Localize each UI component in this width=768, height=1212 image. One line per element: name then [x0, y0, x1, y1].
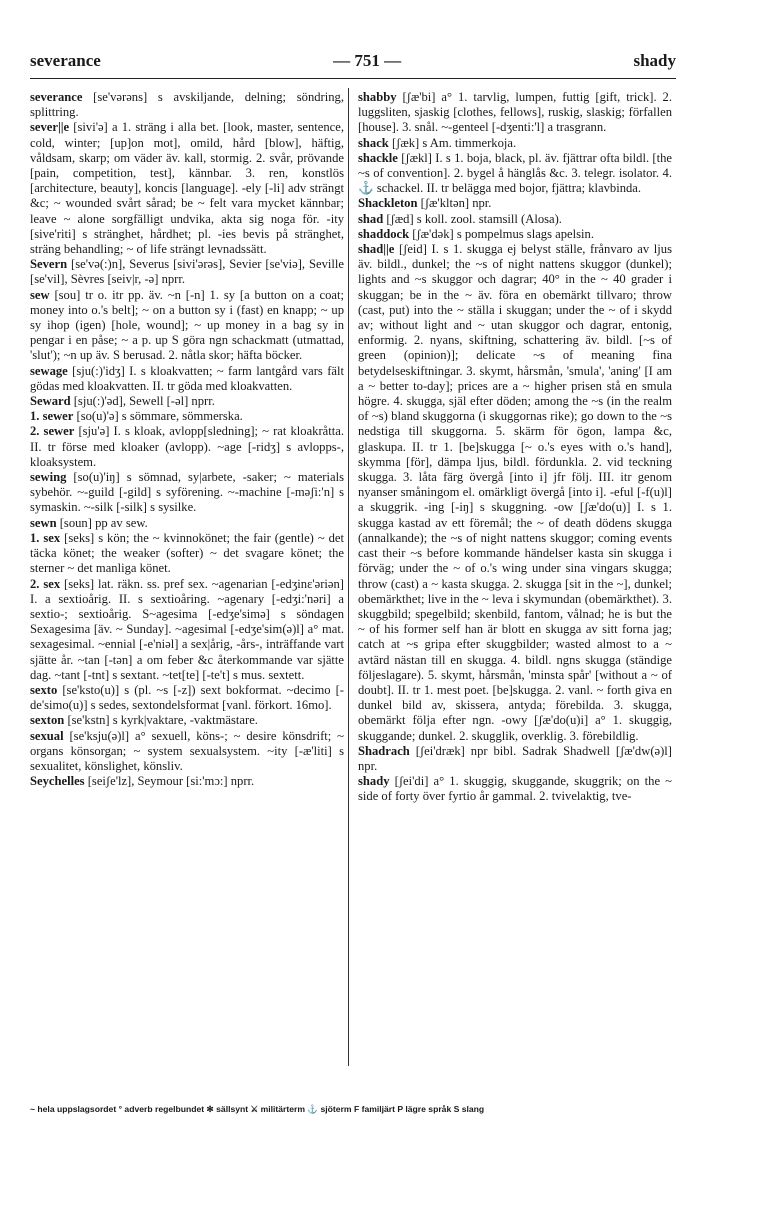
headword: sever||e — [30, 120, 70, 135]
headword: sexto — [30, 682, 58, 697]
headword: shackle — [358, 150, 398, 165]
entry-shade: shad||e [ʃeid] I. s 1. skugga ej belyst ställe, frånvaro av ljus äv. bildl., dunkel; the ~s of night nattens skuggor (dunkel); lights and ~s skuggor och dagrar; 40° in the ~ 40 grader i skuggan; be in the ~ äv. föra en obemärkt tillvaro; throw (cast, put) into the ~ ställa i skuggan; under the ~ of i skydd av; without light and ~ utan skuggor och dagrar, entonig, enformig. 2. nyans, skiftning, schattering äv. bildl. [~s of green (opinion)]; delicate ~s of meaning fina betydelseskiftningar. 3. skymt, hårsmån, 'smula', 'aning' [I am a ~ better to-day]; prices are a ~ higher prisen stå en smula högre. 4. skugga, själ efter döden; among the ~s (in the realm of ~s) bland skuggorna (i skuggornas rike); go down to the ~s nedstiga till skuggorna. 5. skärm för ögon, lampa &c, glaskupa. II. tr 1. [be]skugga [~ o.'s eyes with o.'s hand], skymma [för], dämpa ljus, bildl. fördunkla. 2. vid teckning skugga. 3. låta färg övergå [into i] jfr följ. III. itr genom nyanser småningom el. omärkligt övergå [into i]. -eful [-f(u)l] a skuggrik. -ing [-iŋ] s skuggning. -ow [ʃæ'do(u)] I. s 1. skugga kastad av ett föremål; the ~ of death dödens skugga (annalkande); the ~s of night nattens skuggor; coming events cast their ~s before kommande händelser kasta sin skugga i förväg; under the ~ of o.'s wing under sina vingars skugga; throw (cast) a ~ kasta skugga. 2. skugga [sit in the ~], dunkel; obemärkthet; live in the ~ leva i skymundan (obemärkthet). 3. skuggbild; spegelbild; skenbild, fantom, vålnad; he is but the ~ of his former self han är blott en skugga av sitt forna jag; catch at ~s gripa efter skuggbilder; wasted almost to a ~ avtärd nästan till en skugga. 4. bildl. ngns skugga (ständige följeslagare). 5. skymt, hårsmån, 'minsta spår' [without a ~ of doubt]. II. tr 1. mest poet. [be]skugga. 2. vanl. ~ forth giva en dunkel bild av, skissera, antyda; förebilda. 3. skugga, obemärkt följa efter ngn. -owy [ʃæ'do(u)i] a° 1. skuggig, skuggande; dunkel. 2. skugglik, overklig. 3. förebildlig. — [358, 242, 672, 743]
entry-sewer-2: 2. sewer [sju'ə] I. s kloak, avlopp[sledning]; ~ rat kloakråtta. II. tr förse med kloaker (avlopp). ~age [-ridʒ] s avlopps-, kloaksystem. — [30, 424, 344, 469]
headword: sexual — [30, 728, 64, 743]
headword: sewn — [30, 515, 57, 530]
headword: shaddock — [358, 226, 410, 241]
entry-sewage: sewage [sju(:)'idʒ] I. s kloakvatten; ~ farm lantgård vars fält gödas med kloakvatten. II. tr göda med kloakvatten. — [30, 363, 344, 393]
headword: 2. sewer — [30, 424, 75, 439]
entry-severance: severance [se'vərəns] s avskiljande, delning; söndring, splittring. — [30, 90, 344, 120]
entry-sexto: sexto [se'ksto(u)] s (pl. ~s [-z]) sext bokformat. ~decimo [-de'simo(u)] s sedes, sextondelsformat [vanl. förkort. 16mo]. — [30, 682, 344, 713]
headword: sew — [30, 287, 50, 302]
headword: 2. sex — [30, 576, 61, 591]
headword: shad — [358, 211, 384, 226]
entry-sex-1: 1. sex [seks] s kön; the ~ kvinnokönet; the fair (gentle) ~ det täcka könet; the weaker (softer) ~ det svagare könet; the sterner ~ det manliga könet. — [30, 530, 344, 576]
headword: 1. sex — [30, 530, 61, 545]
left-column — [30, 90, 344, 789]
headword: sexton — [30, 713, 65, 728]
entry-sewing: sewing [so(u)'iŋ] s sömnad, sy|arbete, -saker; ~ materials sybehör. ~-guild [-gild] s syförening. ~-machine [-məʃi:'n] s symaskin. ~-silk [-silk] s sysilke. — [30, 470, 344, 515]
headword: Seward — [30, 394, 71, 409]
entry-shack: shack [ʃæk] s Am. timmerkoja. — [358, 135, 517, 150]
column-divider — [348, 88, 349, 1066]
abbreviation-legend: ~ hela uppslagsordet ° adverb regelbundet ✻ sällsynt ⚔ militärterm ⚓ sjöterm F familjärt P lägre språk S slang — [30, 1104, 485, 1114]
entry-sexton: sexton [se'kstn] s kyrk|vaktare, -vaktmästare. — [30, 713, 258, 728]
entry-shad: shad [ʃæd] s koll. zool. stamsill (Alosa). — [358, 211, 562, 226]
entry-severn: Severn [se'və(:)n], Severus [sivi'ərəs], Sevier [se'viə], Seville [se'vil], Sèvres [seiv|r, -ə] nprr. — [30, 257, 344, 287]
entry-sew: sew [sou] tr o. itr pp. äv. ~n [-n] 1. sy [a button on a coat; money into o.'s belt]; ~ on a button sy i (fast) en knapp; ~ up sy ihop (igen) [hole, wound]; ~ up money in a bag sy in pengar i en påse; ~ a p. up S göra ngn schackmatt (utmattad, 'slut'); ~n up äv. S berusad. 2. nåtla skor; häfta böcker. — [30, 287, 344, 363]
headword: shabby — [358, 90, 397, 104]
headword: Shackleton — [358, 196, 418, 211]
entry-sexual: sexual [se'ksju(ə)l] a° sexuell, köns-; ~ desire könsdrift; ~ organs könsorgan; ~ system sexualsystem. ~ity [-æ'liti] s sexualitet, könslighet, könsliv. — [30, 728, 344, 773]
headword: sewing — [30, 470, 67, 485]
entry-sewn: sewn [soun] pp av sew. — [30, 515, 148, 530]
entry-seychelles: Seychelles [seiʃe'lz], Seymour [si:'mɔ:] nprr. — [30, 774, 255, 789]
entry-shabby: shabby [ʃæ'bi] a° 1. tarvlig, lumpen, futtig [gift, trick]. 2. luggsliten, sjaskig [clothes, fellows], ruskig, slaskig; förfallen [house]. 3. snål. ~-genteel [-dʒenti:'l] a trasgrann. — [358, 90, 672, 135]
headword: Seychelles — [30, 774, 85, 789]
header-rule — [30, 78, 676, 79]
headword: 1. sewer — [30, 409, 74, 424]
left-running-headword: severance — [30, 51, 101, 70]
headword: shady — [358, 774, 390, 789]
headword: shad||e — [358, 242, 395, 257]
entry-shadrach: Shadrach [ʃei'dræk] npr bibl. Sadrak Shadwell [ʃæ'dw(ə)l] npr. — [358, 743, 672, 773]
entry-sex-2: 2. sex [seks] lat. räkn. ss. pref sex. ~agenarian [-edʒinɛ'əriən] I. a sextioårig. II. s sextioåring. ~agenary [-edʒi:'nəri] a sextio-; sextioårig. S~agesima [-edʒe'simə] s söndagen Sexagesima [äv. ~ Sunday]. ~agesimal [-edʒe'sim(ə)l] a° mat. sexagesimal. ~ennial [-e'niəl] a sex|årig, -års-, inträffande vart sjätte år. ~tan [-tən] a om feber &c återkommande var sjätte dag. ~tant [-tnt] s sextant. ~tet[te] [-te't] s mus. sextett. — [30, 576, 344, 682]
page-number: — 751 — — [333, 51, 402, 70]
headword: shack — [358, 135, 389, 150]
entry-shady: shady [ʃei'di] a° 1. skuggig, skuggande, skuggrik; on the ~ side of forty över fyrtio år gammal. 2. tvivelaktig, tve- — [358, 774, 672, 804]
entry-shaddock: shaddock [ʃæ'dək] s pompelmus slags apelsin. — [358, 226, 594, 241]
right-column — [358, 90, 672, 805]
entry-sewer-1: 1. sewer [so(u)'ə] s sömmare, sömmerska. — [30, 409, 243, 424]
page-header — [30, 48, 676, 74]
headword: severance — [30, 90, 83, 104]
entry-severe: sever||e [sivi'ə] a 1. sträng i alla bet. [look, master, sentence, cold, winter; [up]on mot], omild, hård [blow], häftig, våldsam, skarp; om väder äv. kall, stormig. 2. svår, prövande [pain, competition, test], kännbar. 3. ren, konstlös [architecture, beauty], koncis [language]. -ely [-li] adv strängt &c; ~ wounded svårt sårad; be ~ felt vara mycket kännbar; leave ~ alone sorgfälligt undvika, akta sig noga för. -ity [sive'riti] s stränghet, hårdhet; pl. -ies bevis på stränghet, sträng behandling; ~ of life strängt levnadssätt. — [30, 120, 344, 257]
headword: Shadrach — [358, 743, 410, 758]
right-running-headword: shady — [633, 51, 676, 70]
entry-shackle: shackle [ʃækl] I. s 1. boja, black, pl. äv. fjättrar ofta bildl. [the ~s of convention]. 2. bygel å hänglås &c. 3. telegr. isolator. 4. ⚓ schackel. II. tr belägga med bojor, fjättra; klavbinda. — [358, 150, 672, 196]
headword: Severn — [30, 257, 68, 272]
entry-seward: Seward [sju(:)'əd], Sewell [-əl] nprr. — [30, 394, 215, 409]
entry-shackleton: Shackleton [ʃæ'kltən] npr. — [358, 196, 492, 211]
headword: sewage — [30, 363, 68, 378]
